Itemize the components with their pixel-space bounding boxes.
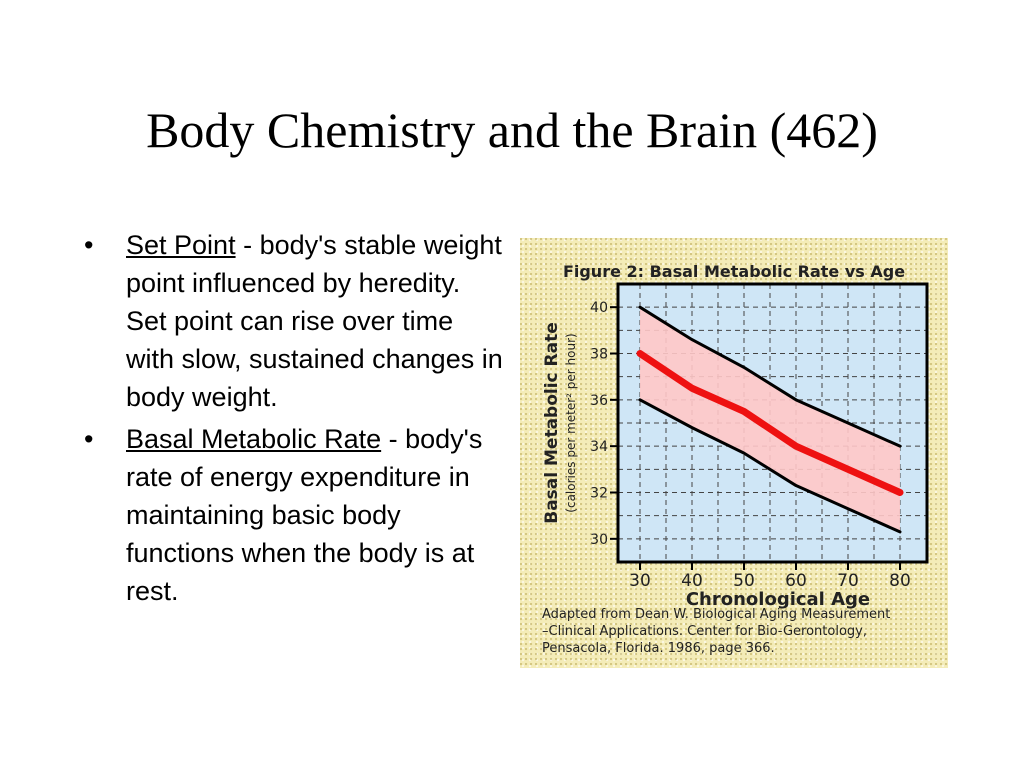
y-tick-label: 34 xyxy=(590,439,608,456)
x-tick-label: 40 xyxy=(681,571,703,591)
term-basal-metabolic-rate: Basal Metabolic Rate xyxy=(126,424,382,454)
bmr-figure xyxy=(520,238,948,668)
term-set-point: Set Point xyxy=(126,230,236,260)
definition-set-point: - body's stable weight point influenced by heredity. Set point can rise over time with slow, sustained changes in body weight. xyxy=(126,230,503,412)
x-axis-label: Chronological Age xyxy=(685,589,871,610)
y-axis-label: Basal Metabolic Rate xyxy=(542,322,562,524)
y-axis-sublabel: (calories per meter² per hour) xyxy=(564,333,578,513)
bullet-marker: • xyxy=(84,424,94,454)
x-tick-label: 60 xyxy=(785,571,807,591)
bullet-set-point xyxy=(84,226,504,416)
caption-line: Adapted from Dean W. Biological Aging Measurement xyxy=(542,607,891,622)
x-tick-label: 70 xyxy=(837,571,859,591)
x-tick-label: 80 xyxy=(889,571,911,591)
figure-caption xyxy=(542,606,942,657)
x-tick-label: 50 xyxy=(733,571,755,591)
y-tick-label: 32 xyxy=(590,485,608,502)
caption-line: –Clinical Applications. Center for Bio-Gerontology, xyxy=(542,624,867,639)
y-tick-label: 38 xyxy=(590,346,608,363)
bmr-chart xyxy=(520,238,948,668)
caption-line: Pensacola, Florida. 1986, page 366. xyxy=(542,641,775,656)
definition-basal-metabolic-rate: - body's rate of energy expenditure in maintaining basic body functions when the body is at rest. xyxy=(126,424,483,606)
slide-title: Body Chemistry and the Brain (462) xyxy=(146,102,878,158)
bullet-basal-metabolic-rate xyxy=(84,420,504,610)
y-tick-label: 30 xyxy=(590,531,608,548)
bullet-list xyxy=(84,226,504,614)
chart-title: Figure 2: Basal Metabolic Rate vs Age xyxy=(562,262,906,281)
x-tick-label: 30 xyxy=(629,571,651,591)
y-tick-label: 40 xyxy=(590,300,608,317)
bullet-marker: • xyxy=(84,230,94,260)
y-tick-label: 36 xyxy=(590,392,608,409)
